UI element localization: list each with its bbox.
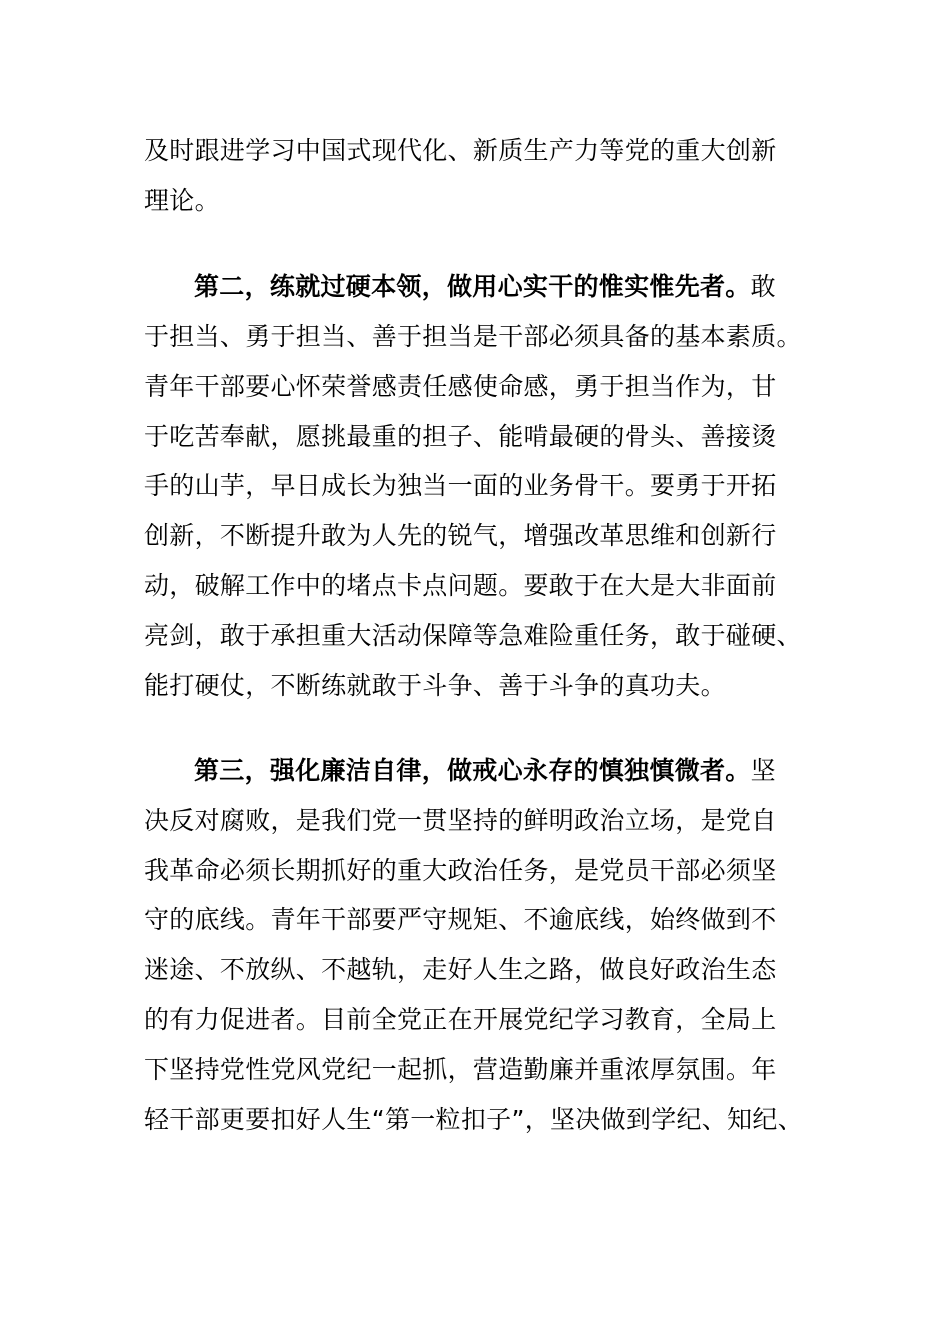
section2-line-2: 青年干部要心怀荣誉感责任感使命感，勇于担当作为，甘 [144, 372, 777, 401]
section2-line-5: 创新，不断提升敢为人先的锐气，增强改革思维和创新行 [144, 521, 777, 550]
section3-line-2: 我革命必须长期抓好的重大政治任务，是党员干部必须坚 [144, 856, 777, 885]
section3-line-3: 守的底线。青年干部要严守规矩、不逾底线，始终做到不 [144, 905, 777, 934]
intro-line-1: 及时跟进学习中国式现代化、新质生产力等党的重大创新 [144, 136, 777, 165]
section2-heading: 第二，练就过硬本领，做用心实干的惟实惟先者。 [194, 272, 751, 301]
intro-line-2: 理论。 [144, 186, 220, 215]
section2-line-6: 动，破解工作中的堵点卡点问题。要敢于在大是大非面前 [144, 571, 777, 600]
section3-line-5: 的有力促进者。目前全党正在开展党纪学习教育，全局上 [144, 1005, 777, 1034]
section3-first-line [194, 754, 776, 788]
section3-line-6: 下坚持党性党风党纪一起抓，营造勤廉并重浓厚氛围。年 [144, 1055, 777, 1084]
section3-line-1: 决反对腐败，是我们党一贯坚持的鲜明政治立场，是党自 [144, 806, 777, 835]
section2-line-1: 于担当、勇于担当、善于担当是干部必须具备的基本素质。 [144, 322, 802, 351]
section2-line-3: 于吃苦奉献，愿挑最重的担子、能啃最硬的骨头、善接烫 [144, 422, 777, 451]
section2-first-line-tail: 敢 [750, 272, 776, 301]
section2-line-4: 手的山芋，早日成长为独当一面的业务骨干。要勇于开拓 [144, 471, 777, 500]
section2-line-8: 能打硬仗，不断练就敢于斗争、善于斗争的真功夫。 [144, 671, 726, 700]
section2-line-7: 亮剑，敢于承担重大活动保障等急难险重任务，敢于碰硬、 [144, 621, 802, 650]
section3-line-7: 轻干部更要扣好人生“第一粒扣子”，坚决做到学纪、知纪、 [144, 1105, 804, 1134]
section2-first-line [194, 270, 776, 304]
section3-first-line-tail: 坚 [750, 756, 776, 785]
section3-heading: 第三，强化廉洁自律，做戒心永存的慎独慎微者。 [194, 756, 751, 785]
section3-line-4: 迷途、不放纵、不越轨，走好人生之路，做良好政治生态 [144, 955, 777, 984]
